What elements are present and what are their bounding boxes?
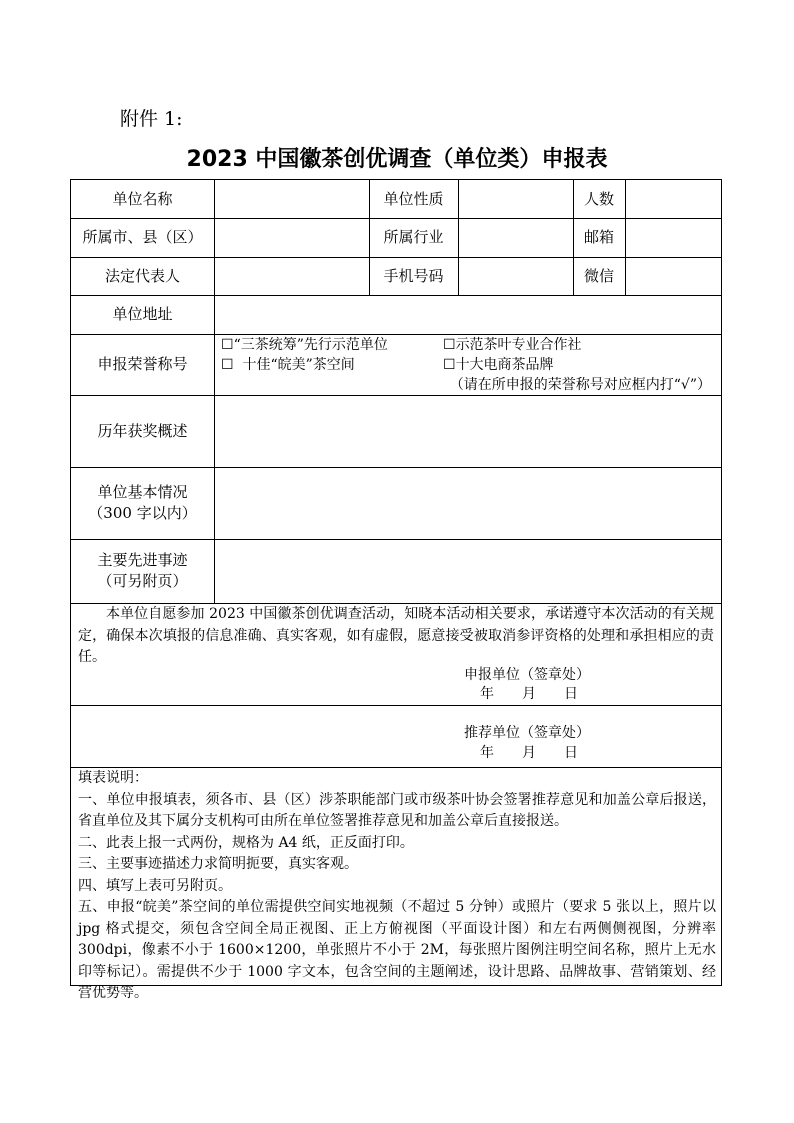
checkbox-icon[interactable]: ☐ [221, 357, 234, 373]
unit-name-field[interactable] [214, 180, 369, 218]
awards-summary-label: 历年获奖概述 [97, 421, 188, 440]
honor-instruction-note: （请在所申报的荣誉称号对应框内打“√”） [449, 377, 711, 393]
honor-option-3-label: 十佳“皖美”茶空间 [242, 357, 355, 373]
instruction-item: 四、填写上表可另附页。 [78, 877, 232, 894]
awards-summary-field[interactable] [214, 395, 721, 467]
unit-nature-label: 单位性质 [383, 189, 444, 208]
industry-field[interactable] [458, 218, 573, 257]
main-deeds-label [71, 539, 214, 603]
honor-option-3[interactable] [221, 355, 355, 376]
applicant-seal-label: 申报单位（签章处） [464, 667, 590, 683]
filling-instructions [78, 768, 716, 1005]
city-county-label: 所属市、县（区） [82, 228, 203, 246]
email-label: 邮箱 [583, 228, 614, 246]
form-title: 2023 中国徽茶创优调查（单位类）申报表 [186, 147, 608, 172]
basic-info-label [71, 467, 214, 539]
recommender-date: 年 月 日 [480, 745, 578, 761]
basic-info-title: 单位基本情况 [97, 483, 188, 501]
wechat-field[interactable] [625, 257, 721, 295]
email-field[interactable] [625, 218, 721, 257]
unit-name-label: 单位名称 [112, 189, 173, 208]
declaration-text: 本单位自愿参加 2023 中国徽茶创优调查活动，知晓本活动相关要求，承诺遵守本次活动的有关规定，确保本次填报的信息准确、真实客观，如有虚假，愿意接受被取消参评资格的处理和承担相应的责任。 [78, 606, 714, 665]
attachment-label: 附件 1: [120, 108, 183, 130]
basic-info-limit: （300 字以内） [88, 504, 197, 522]
legal-rep-field[interactable] [214, 257, 369, 295]
checkbox-icon[interactable]: ☐ [221, 337, 234, 353]
honor-option-2-label: 示范茶叶专业合作社 [455, 337, 582, 353]
phone-field[interactable] [458, 257, 573, 295]
instruction-item: 五、申报“皖美”茶空间的单位需提供空间实地视频（不超过 5 分钟）或照片（要求 5 张以上，照片以 jpg 格式提交，须包含空间全局正视图、正上方俯视图（平面设计图）和左右两侧侧视图，分辨率 300dpi，像素不小于 1600×1200，单张照片不小于 2M，每张照片图例注明空间名称，照片上无水印等标记）。需提供不少于 1000 字文本，包含空间的主题阐述，设计思路、品牌故事、营销策划、经营优势等。 [78, 899, 716, 1001]
headcount-label: 人数 [583, 189, 614, 208]
main-deeds-field[interactable] [214, 539, 721, 603]
instruction-item: 一、单位申报填表，须各市、县（区）涉茶职能部门或市级茶叶协会签署推荐意见和加盖公章后报送，省直单位及其下属分支机构可由所在单位签署推荐意见和加盖公章后直接报送。 [78, 791, 716, 829]
checkbox-icon[interactable]: ☐ [443, 337, 456, 353]
instruction-item: 三、主要事迹描述力求简明扼要，真实客观。 [78, 856, 358, 872]
recommender-seal-label: 推荐单位（签章处） [464, 725, 590, 741]
unit-nature-field[interactable] [458, 180, 573, 218]
city-county-field[interactable] [214, 218, 369, 257]
honor-option-1-label: “三茶统筹”先行示范单位 [233, 337, 388, 353]
wechat-label: 微信 [583, 266, 614, 285]
applicant-date: 年 月 日 [480, 686, 578, 702]
main-deeds-title: 主要先进事迹 [97, 551, 188, 569]
industry-label: 所属行业 [383, 228, 444, 246]
main-deeds-note: （可另附页） [97, 572, 188, 590]
honor-option-4[interactable] [443, 355, 554, 376]
headcount-field[interactable] [625, 180, 721, 218]
checkbox-icon[interactable]: ☐ [443, 357, 456, 373]
honor-option-4-label: 十大电商茶品牌 [455, 357, 554, 373]
honor-title-label: 申报荣誉称号 [97, 355, 188, 373]
address-label: 单位地址 [112, 305, 173, 323]
legal-rep-label: 法定代表人 [104, 266, 180, 285]
phone-label: 手机号码 [383, 266, 444, 285]
instruction-item: 二、此表上报一式两份，规格为 A4 纸，正反面打印。 [78, 834, 414, 851]
honor-option-1[interactable] [221, 335, 388, 356]
honor-option-2[interactable] [443, 335, 582, 356]
instructions-heading: 填表说明： [78, 770, 148, 786]
application-form-table [70, 179, 722, 1001]
address-field[interactable] [214, 295, 721, 334]
basic-info-field[interactable] [214, 467, 721, 539]
